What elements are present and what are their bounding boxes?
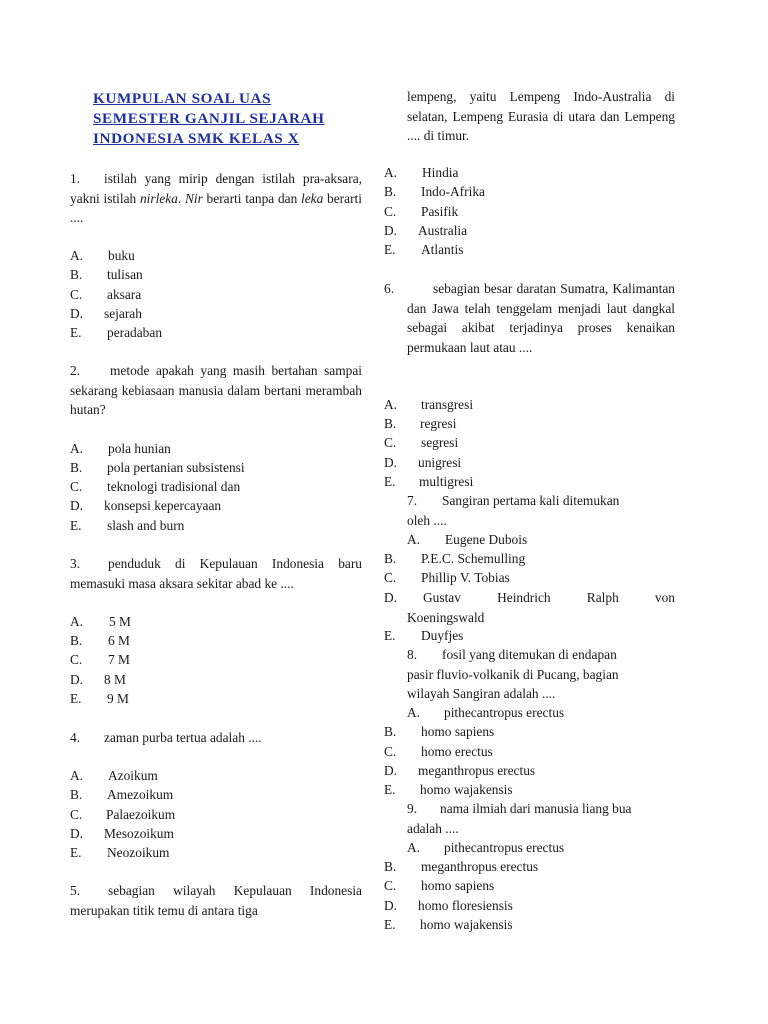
- option-text: homo sapiens: [421, 724, 495, 739]
- question-4: [70, 728, 362, 748]
- option-label: A.: [384, 397, 398, 412]
- option-label: B.: [384, 416, 397, 431]
- question-number: 2.: [70, 363, 81, 378]
- option-d-label: D.: [384, 590, 398, 605]
- question-text: istilah yang mirip dengan istilah pra-aksara, yakni istilah: [70, 171, 362, 206]
- option-text: Amezoikum: [107, 787, 174, 802]
- option-label: A.: [407, 532, 421, 547]
- option-text: Indo-Afrika: [421, 184, 485, 199]
- option-text: Australia: [418, 223, 468, 238]
- option-label: A.: [407, 705, 421, 720]
- option-text: Gustav Heindrich Ralph von Koeningswald: [407, 590, 675, 625]
- question-text: sebagian besar daratan Sumatra, Kalimantan dan Jawa telah tenggelam menjadi laut dangkal sebagai akibat terjadinya proses kenaikan permukaan laut atau ....: [407, 281, 675, 355]
- option-label: E.: [70, 691, 82, 706]
- option-text: Atlantis: [421, 242, 464, 257]
- question-5: [70, 881, 362, 920]
- option-label: E.: [384, 782, 396, 797]
- option-text: homo wajakensis: [420, 782, 513, 797]
- question-text-italic: nirleka: [139, 190, 178, 206]
- option-text: slash and burn: [107, 518, 185, 533]
- option-text: pithecantropus erectus: [444, 840, 565, 855]
- question-text-italic: Nir: [184, 190, 203, 206]
- question-6: [407, 279, 675, 357]
- option-label: E.: [70, 845, 82, 860]
- option-text: 9 M: [107, 691, 129, 706]
- option-label: C.: [384, 744, 397, 759]
- option-text: transgresi: [421, 397, 474, 412]
- question-1: [70, 169, 362, 228]
- option-d: [407, 588, 675, 627]
- option-label: E.: [384, 474, 396, 489]
- option-text: Neozoikum: [107, 845, 170, 860]
- option-label: A.: [70, 768, 84, 783]
- option-label: A.: [70, 614, 84, 629]
- option-text: P.E.C. Schemulling: [421, 551, 526, 566]
- option-label: B.: [70, 460, 83, 475]
- option-text: Hindia: [422, 165, 459, 180]
- option-text: Palaezoikum: [106, 807, 176, 822]
- option-label: C.: [70, 807, 83, 822]
- option-text: homo sapiens: [421, 878, 495, 893]
- question-number: 5.: [70, 883, 81, 898]
- question-text: lempeng, yaitu Lempeng Indo-Australia di selatan, Lempeng Eurasia di utara dan Lempeng .... di timur.: [407, 89, 675, 143]
- option-label: C.: [384, 570, 397, 585]
- question-text: berarti tanpa dan: [202, 190, 301, 206]
- question-text: penduduk di Kepulauan Indonesia baru memasuki masa aksara sekitar abad ke ....: [70, 556, 362, 591]
- option-label: D.: [384, 898, 398, 913]
- option-label: B.: [384, 551, 397, 566]
- option-text: 5 M: [109, 614, 131, 629]
- option-label: C.: [70, 287, 83, 302]
- question-number: 8.: [407, 647, 418, 662]
- option-text: pola hunian: [108, 441, 171, 456]
- option-text: peradaban: [107, 325, 163, 340]
- option-text: Mesozoikum: [104, 826, 174, 841]
- option-text: homo floresiensis: [418, 898, 513, 913]
- option-text: regresi: [420, 416, 457, 431]
- option-text: tulisan: [107, 267, 143, 282]
- option-text: Duyfjes: [421, 628, 464, 643]
- option-text: multigresi: [419, 474, 474, 489]
- question-text: metode apakah yang masih bertahan sampai sekarang kebiasaan manusia dalam bertani merambah hutan?: [70, 363, 362, 417]
- question-number: 9.: [407, 801, 418, 816]
- option-text: 7 M: [108, 652, 130, 667]
- question-text: adalah ....: [407, 821, 459, 836]
- option-label: B.: [384, 184, 397, 199]
- option-label: B.: [384, 859, 397, 874]
- question-text: wilayah Sangiran adalah ....: [407, 686, 556, 701]
- question-text: oleh ....: [407, 513, 447, 528]
- option-label: E.: [70, 518, 82, 533]
- option-label: E.: [384, 628, 396, 643]
- option-label: C.: [70, 479, 83, 494]
- option-label: E.: [384, 242, 396, 257]
- option-text: sejarah: [104, 306, 142, 321]
- option-label: E.: [70, 325, 82, 340]
- question-number: 6.: [384, 281, 395, 296]
- option-text: meganthropus erectus: [421, 859, 539, 874]
- question-2: [70, 361, 362, 420]
- option-label: A.: [70, 248, 84, 263]
- question-text-italic: leka: [301, 190, 324, 206]
- option-label: C.: [384, 878, 397, 893]
- question-text: .: [177, 190, 185, 206]
- question-number: 4.: [70, 730, 81, 745]
- option-text: aksara: [107, 287, 142, 302]
- question-number: 1.: [70, 171, 81, 186]
- option-text: segresi: [421, 435, 459, 450]
- option-label: D.: [70, 672, 84, 687]
- option-text: unigresi: [418, 455, 462, 470]
- option-label: D.: [70, 306, 84, 321]
- option-label: C.: [384, 204, 397, 219]
- option-text: Phillip V. Tobias: [421, 570, 510, 585]
- question-text: sebagian wilayah Kepulauan Indonesia merupakan titik temu di antara tiga: [70, 883, 362, 918]
- option-label: D.: [70, 826, 84, 841]
- option-text: Eugene Dubois: [445, 532, 528, 547]
- option-label: C.: [70, 652, 83, 667]
- option-label: B.: [384, 724, 397, 739]
- option-text: teknologi tradisional dan: [107, 479, 241, 494]
- option-text: 8 M: [104, 672, 126, 687]
- option-label: D.: [384, 223, 398, 238]
- option-label: B.: [70, 633, 83, 648]
- option-label: D.: [384, 763, 398, 778]
- option-text: Pasifik: [421, 204, 459, 219]
- question-number: 3.: [70, 556, 81, 571]
- option-label: D.: [70, 498, 84, 513]
- option-label: B.: [70, 787, 83, 802]
- question-number: 7.: [407, 493, 418, 508]
- option-label: A.: [407, 840, 421, 855]
- question-text: pasir fluvio-volkanik di Pucang, bagian: [407, 667, 619, 682]
- option-label: A.: [384, 165, 398, 180]
- option-label: A.: [70, 441, 84, 456]
- option-label: C.: [384, 435, 397, 450]
- option-text: buku: [108, 248, 135, 263]
- option-text: konsepsi kepercayaan: [104, 498, 222, 513]
- question-text: fosil yang ditemukan di endapan: [442, 647, 617, 662]
- option-label: B.: [70, 267, 83, 282]
- question-text: Sangiran pertama kali ditemukan: [442, 493, 620, 508]
- question-text: nama ilmiah dari manusia liang bua: [440, 801, 632, 816]
- option-text: homo wajakensis: [420, 917, 513, 932]
- option-label: E.: [384, 917, 396, 932]
- question-5-continued: [407, 87, 675, 146]
- option-text: pola pertanian subsistensi: [107, 460, 245, 475]
- option-text: meganthropus erectus: [418, 763, 536, 778]
- question-text: zaman purba tertua adalah ....: [104, 730, 262, 745]
- option-text: homo erectus: [421, 744, 493, 759]
- option-text: pithecantropus erectus: [444, 705, 565, 720]
- option-text: 6 M: [108, 633, 130, 648]
- option-text: Azoikum: [108, 768, 158, 783]
- question-text: berarti ....: [70, 190, 362, 225]
- document-title: KUMPULAN SOAL UAS SEMESTER GANJIL SEJARAH INDONESIA SMK KELAS X: [93, 90, 325, 147]
- question-3: [70, 554, 362, 593]
- option-label: D.: [384, 455, 398, 470]
